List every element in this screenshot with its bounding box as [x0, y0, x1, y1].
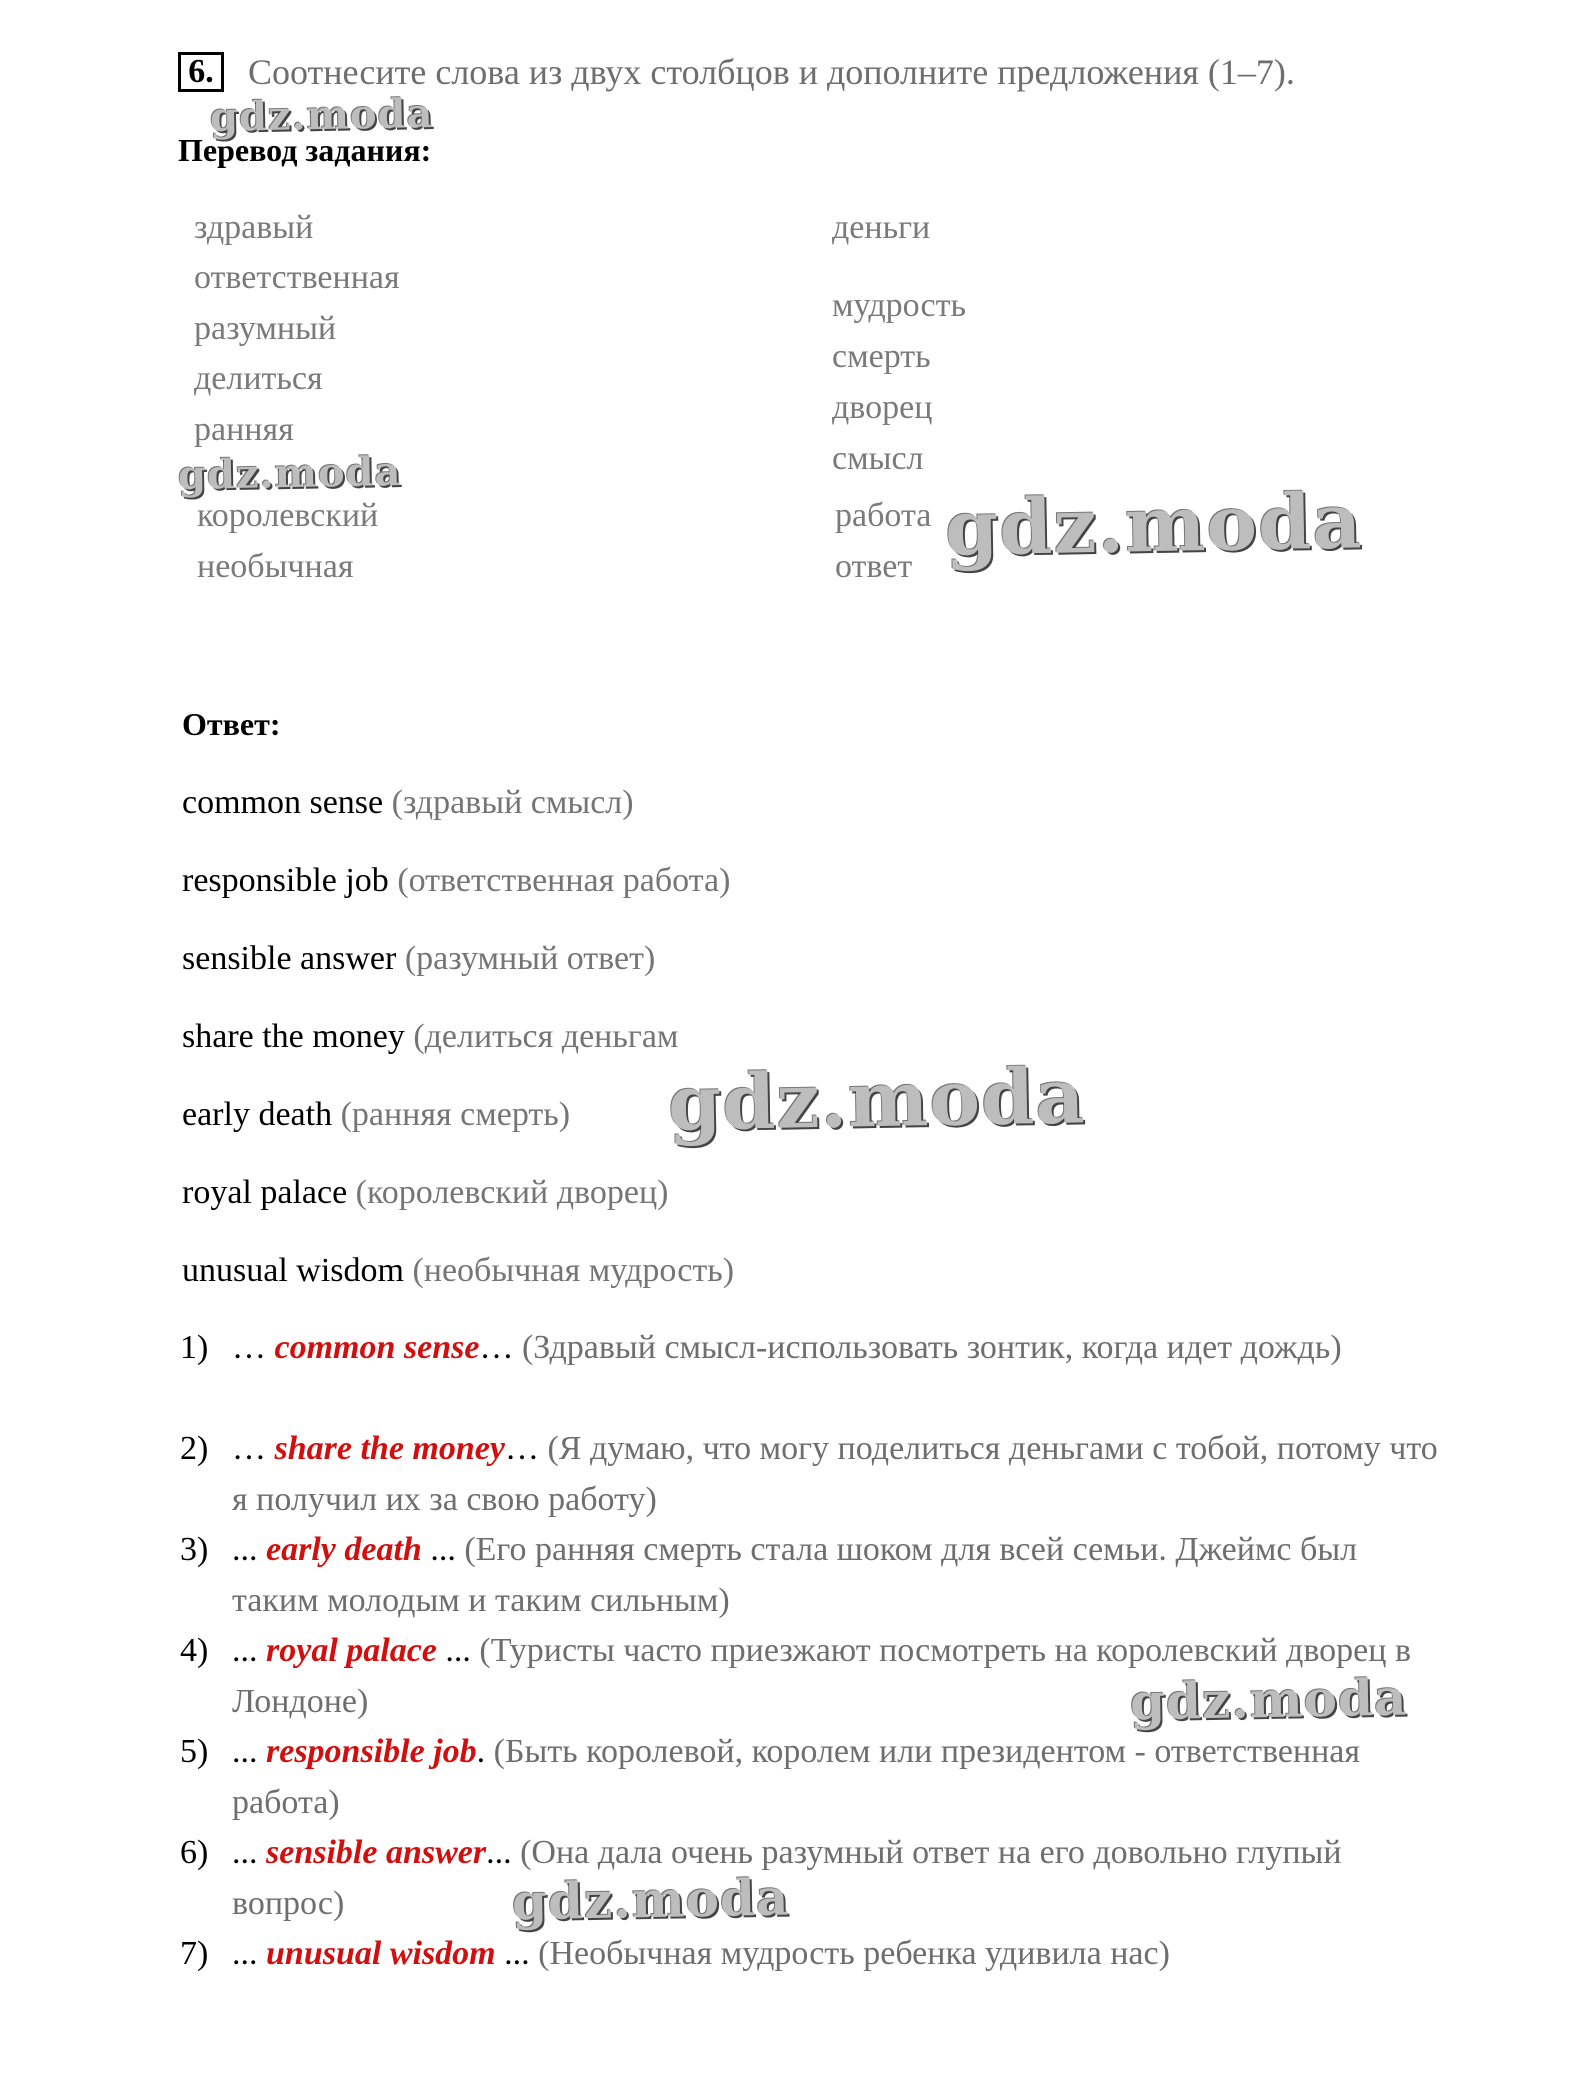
- pair-russian: (разумный ответ): [404, 940, 656, 977]
- sentence-translation: (Его ранняя смерть стала шоком для всей семьи. Джеймс был таким молодым и таким сильным): [232, 1531, 1358, 1619]
- pair-english: sensible answer: [182, 940, 397, 977]
- sentence-answer: early death: [266, 1531, 422, 1568]
- watermark: gdz.moda: [667, 1051, 1087, 1148]
- left-word: королевский: [197, 497, 379, 534]
- left-word: здравый: [194, 209, 314, 246]
- watermark: gdz.moda: [511, 1867, 790, 1932]
- ellipsis: …: [232, 1430, 275, 1467]
- pair-english: unusual wisdom: [182, 1252, 404, 1289]
- right-word: ответ: [835, 548, 913, 585]
- ellipsis: ...: [232, 1834, 266, 1871]
- ellipsis: …: [504, 1430, 548, 1467]
- ellipsis: ...: [232, 1733, 266, 1770]
- sentence-number: 7): [180, 1935, 209, 1972]
- sentence-number: 6): [180, 1834, 209, 1871]
- answer-pair: [182, 783, 634, 823]
- left-word: делиться: [194, 360, 323, 397]
- ellipsis: ...: [495, 1935, 539, 1972]
- pair-russian: (здравый смысл): [391, 784, 634, 821]
- ellipsis: .: [476, 1733, 494, 1770]
- sentence-answer: sensible answer: [266, 1834, 487, 1871]
- sentence-number: 4): [180, 1632, 209, 1669]
- sentence-translation: (Я думаю, что могу поделиться деньгами с тобой, потому что я получил их за свою работу): [232, 1430, 1438, 1518]
- sentence-answer: unusual wisdom: [266, 1935, 496, 1972]
- answer-pair: [182, 1017, 678, 1057]
- sentence-number: 5): [180, 1733, 209, 1770]
- sentence-answer: common sense: [274, 1329, 480, 1366]
- sentence-translation: (Она дала очень разумный ответ на его довольно глупый вопрос): [232, 1834, 1342, 1922]
- ellipsis: ...: [421, 1531, 465, 1568]
- pair-russian: (ответственная работа): [397, 862, 731, 899]
- pair-english: responsible job: [182, 862, 389, 899]
- left-word: ответственная: [194, 259, 400, 296]
- pair-russian: (делиться деньгам: [413, 1018, 679, 1055]
- right-word: смысл: [832, 440, 924, 477]
- answer-pair: [182, 1095, 570, 1135]
- answer-pair: [182, 939, 655, 979]
- left-word: ранняя: [194, 411, 294, 448]
- task-number: 6.: [178, 52, 224, 92]
- pair-english: common sense: [182, 784, 384, 821]
- sentence-translation: (Необычная мудрость ребенка удивила нас): [538, 1935, 1170, 1972]
- sentence-answer: responsible job: [266, 1733, 477, 1770]
- task-instruction: Соотнесите слова из двух столбцов и дополните предложения (1–7).: [248, 52, 1295, 92]
- pair-english: early death: [182, 1096, 333, 1133]
- sentence-translation: (Быть королевой, королем или президентом - ответственная работа): [232, 1733, 1361, 1821]
- left-word: необычная: [197, 548, 354, 585]
- right-word: работа: [835, 497, 932, 534]
- answer-title: Ответ:: [182, 706, 281, 742]
- ellipsis: ...: [232, 1531, 266, 1568]
- answer-pair: [182, 1173, 668, 1213]
- pair-russian: (королевский дворец): [355, 1174, 669, 1211]
- answer-pair: [182, 1251, 734, 1291]
- translation-title: Перевод задания:: [178, 132, 432, 168]
- right-word: смерть: [832, 338, 931, 375]
- sentence-translation: (Здравый смысл-использовать зонтик, когда идет дождь): [521, 1329, 1342, 1366]
- sentence-number: 2): [180, 1430, 209, 1467]
- watermark: gdz.moda: [944, 476, 1364, 573]
- ellipsis: ...: [232, 1935, 266, 1972]
- sentence-answer: royal palace: [266, 1632, 437, 1669]
- sentence-number: 1): [180, 1329, 209, 1366]
- watermark: gdz.moda: [209, 90, 434, 141]
- right-word: мудрость: [832, 287, 966, 324]
- left-word: разумный: [194, 310, 337, 347]
- pair-russian: (ранняя смерть): [340, 1096, 571, 1133]
- sentence-number: 3): [180, 1531, 209, 1568]
- ellipsis: ...: [436, 1632, 480, 1669]
- ellipsis: ...: [232, 1632, 266, 1669]
- sentence-translation: (Туристы часто приезжают посмотреть на королевский дворец в Лондоне): [232, 1632, 1412, 1720]
- ellipsis: …: [479, 1329, 522, 1366]
- pair-english: share the money: [182, 1018, 405, 1055]
- watermark: gdz.moda: [177, 448, 402, 499]
- ellipsis: ...: [486, 1834, 521, 1871]
- answer-pair: [182, 861, 730, 901]
- pair-english: royal palace: [182, 1174, 348, 1211]
- right-word: дворец: [832, 389, 933, 426]
- pair-russian: (необычная мудрость): [412, 1252, 735, 1289]
- sentence-answer: share the money: [274, 1430, 505, 1467]
- ellipsis: …: [232, 1329, 275, 1366]
- watermark: gdz.moda: [1129, 1667, 1408, 1732]
- right-word: деньги: [832, 209, 931, 246]
